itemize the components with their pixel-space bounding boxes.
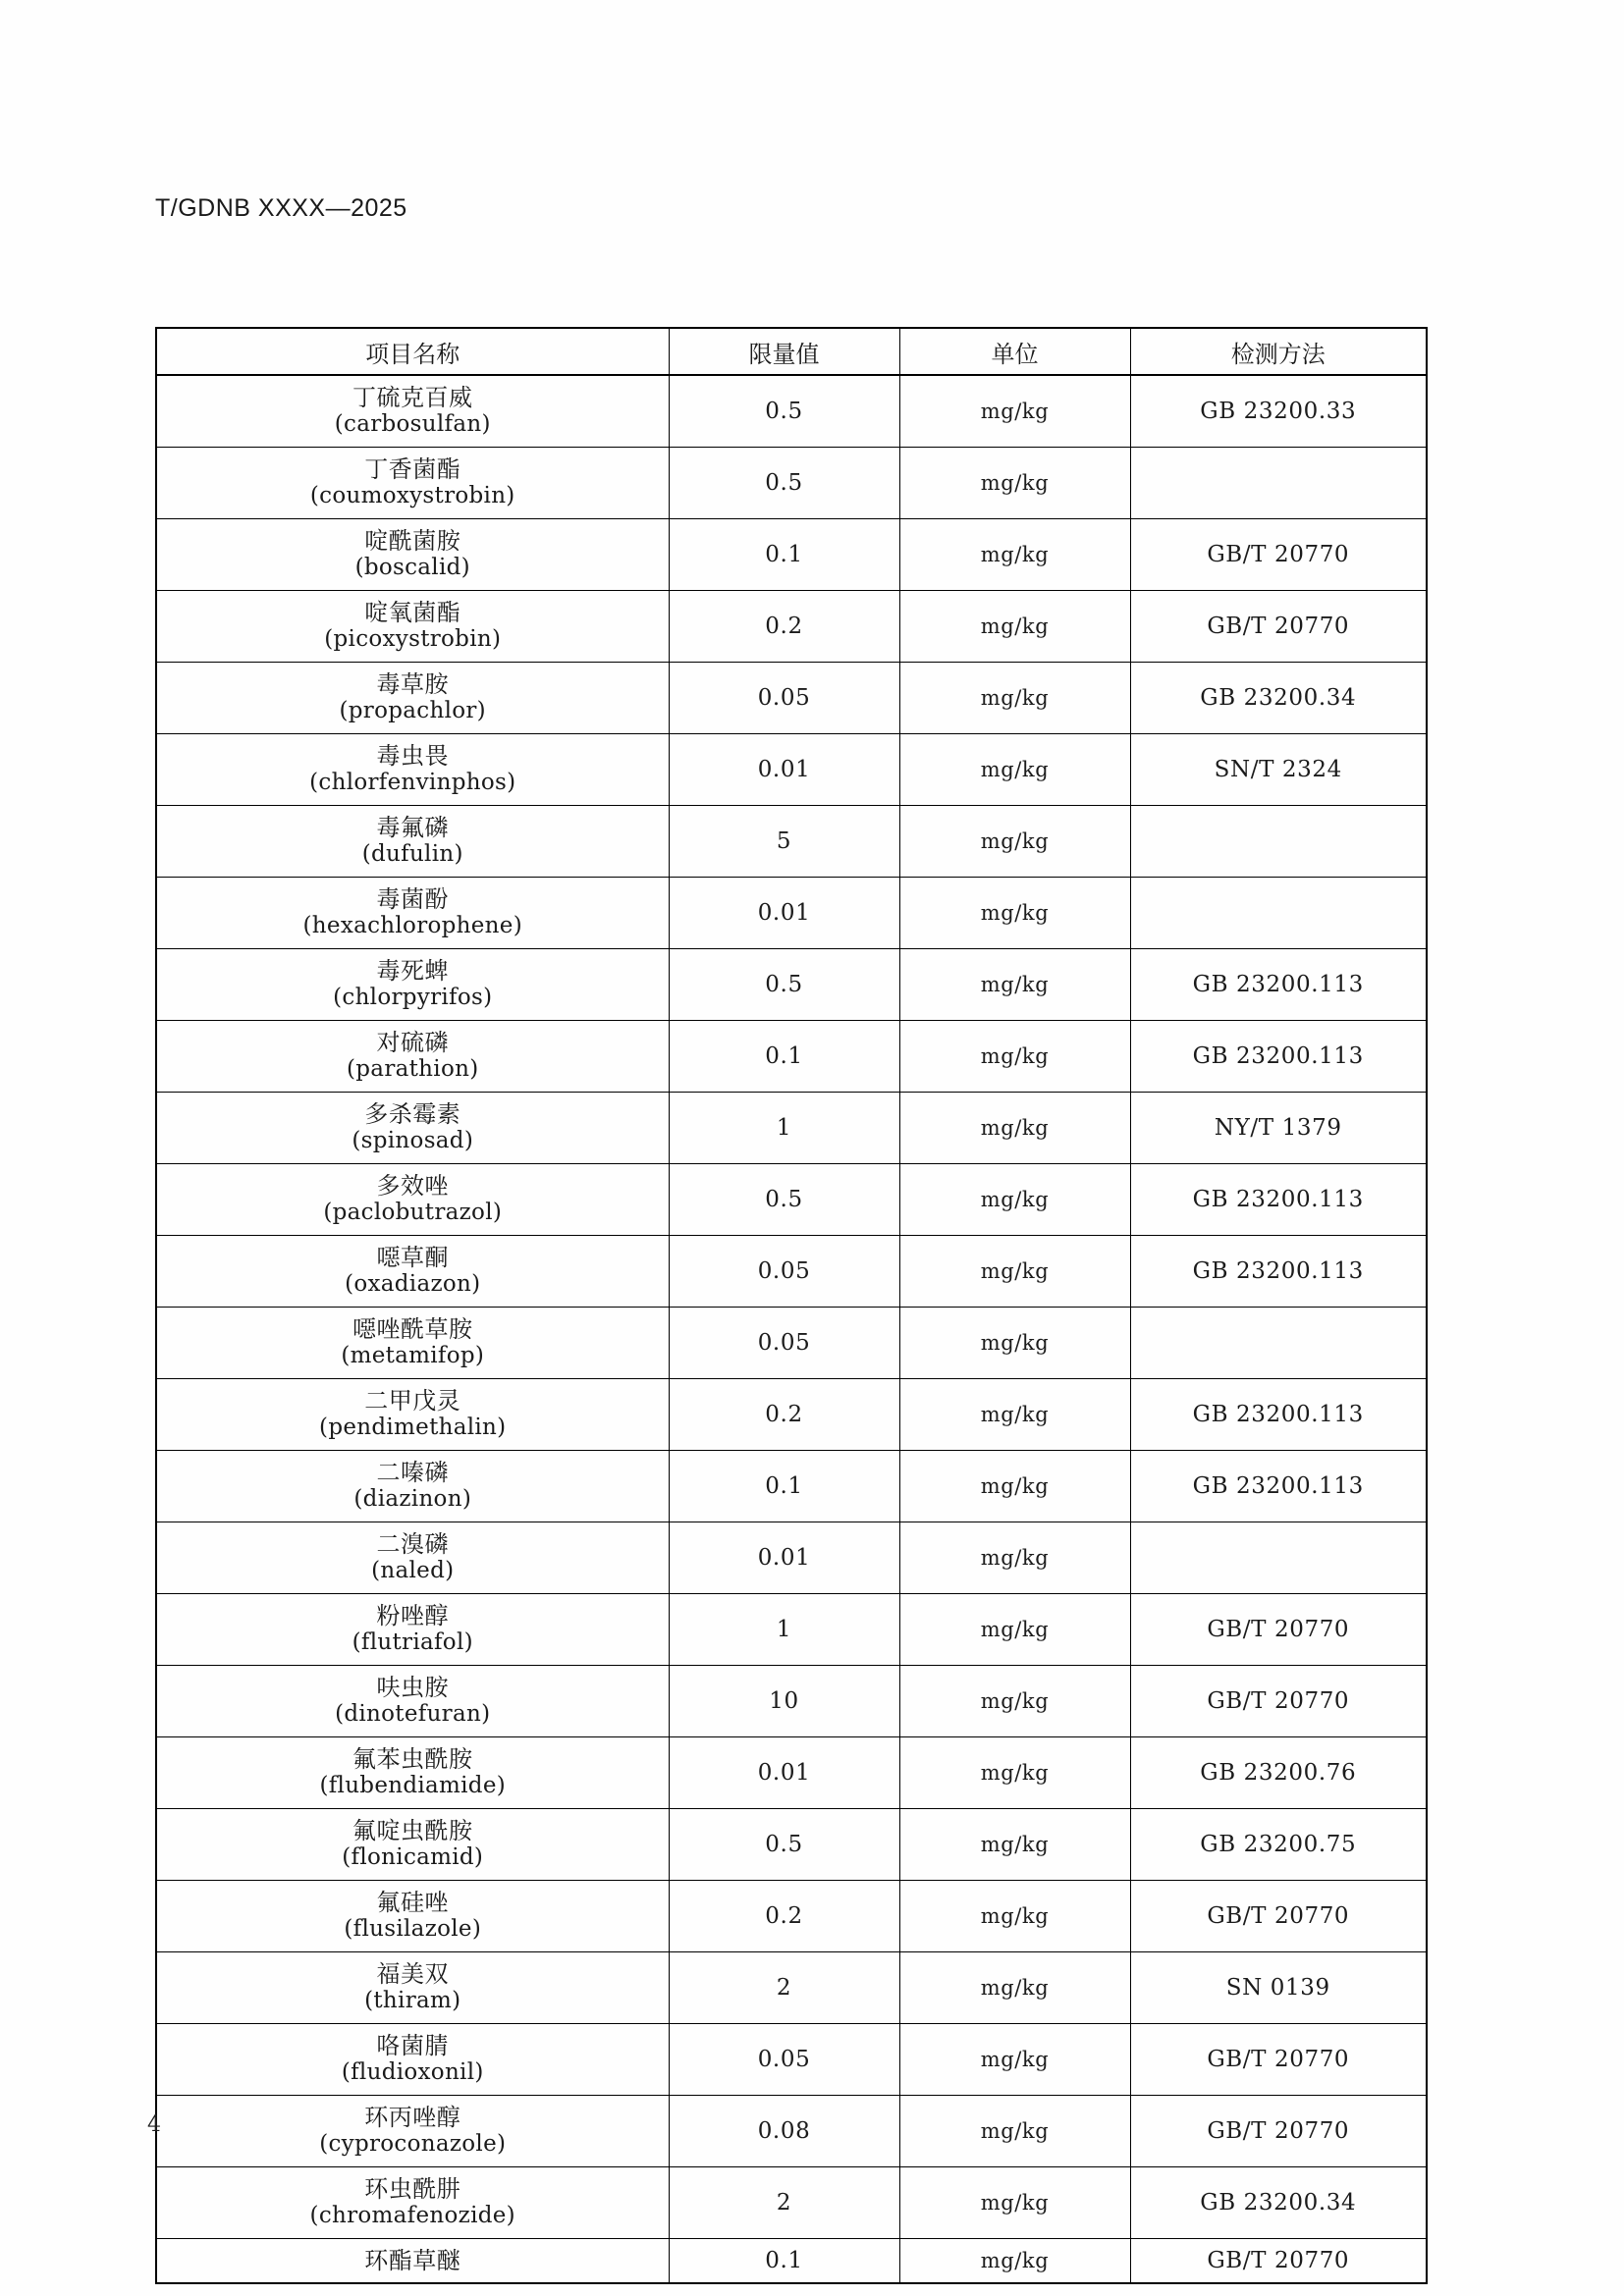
cell-item-name — [156, 1020, 669, 1092]
cell-limit-value: 0.2 — [669, 1378, 899, 1450]
cell-unit: mg/kg — [899, 1522, 1130, 1593]
item-name-en: (chlorfenvinphos) — [309, 770, 516, 796]
cell-limit-value: 0.05 — [669, 1307, 899, 1378]
item-name-cn: 毒菌酚 — [376, 884, 449, 913]
cell-unit: mg/kg — [899, 1092, 1130, 1163]
cell-test-method — [1130, 1522, 1427, 1593]
cell-limit-value: 0.1 — [669, 1450, 899, 1522]
cell-item-name — [156, 1450, 669, 1522]
table-body — [156, 375, 1427, 2283]
column-header-item-name: 项目名称 — [156, 328, 669, 375]
cell-limit-value: 0.2 — [669, 590, 899, 662]
cell-test-method: GB 23200.75 — [1130, 1808, 1427, 1880]
cell-test-method: NY/T 1379 — [1130, 1092, 1427, 1163]
cell-limit-value: 1 — [669, 1092, 899, 1163]
cell-test-method: GB 23200.33 — [1130, 375, 1427, 447]
cell-limit-value: 0.2 — [669, 1880, 899, 1951]
cell-unit: mg/kg — [899, 877, 1130, 948]
cell-item-name — [156, 1522, 669, 1593]
cell-item-name — [156, 2166, 669, 2238]
cell-limit-value: 0.08 — [669, 2095, 899, 2166]
item-name-cn: 多杀霉素 — [364, 1099, 461, 1128]
item-name-cn: 毒氟磷 — [376, 813, 449, 841]
table-row — [156, 1307, 1427, 1378]
table-row — [156, 1593, 1427, 1665]
cell-item-name — [156, 1307, 669, 1378]
table-row — [156, 1808, 1427, 1880]
cell-item-name — [156, 1593, 669, 1665]
table-row — [156, 2095, 1427, 2166]
cell-item-name — [156, 2238, 669, 2283]
cell-unit: mg/kg — [899, 2095, 1130, 2166]
item-name-en: (spinosad) — [352, 1128, 474, 1154]
item-name-cn: 呋虫胺 — [376, 1673, 449, 1701]
table-row — [156, 948, 1427, 1020]
item-name-en: (diazinon) — [353, 1486, 472, 1513]
cell-limit-value: 0.05 — [669, 2023, 899, 2095]
item-name-en: (oxadiazon) — [345, 1271, 481, 1298]
item-name-cn: 氟硅唑 — [376, 1888, 449, 1916]
cell-test-method — [1130, 877, 1427, 948]
item-name-en: (chromafenozide) — [309, 2203, 515, 2229]
cell-unit: mg/kg — [899, 733, 1130, 805]
item-name-en: (metamifop) — [341, 1343, 485, 1369]
item-name-en: (dinotefuran) — [335, 1701, 491, 1728]
cell-unit: mg/kg — [899, 948, 1130, 1020]
cell-unit: mg/kg — [899, 1665, 1130, 1736]
cell-item-name — [156, 590, 669, 662]
column-header-unit: 单位 — [899, 328, 1130, 375]
cell-item-name — [156, 1235, 669, 1307]
item-name-en: (thiram) — [364, 1988, 461, 2014]
table-row — [156, 805, 1427, 877]
cell-unit: mg/kg — [899, 662, 1130, 733]
item-name-cn: 环丙唑醇 — [364, 2103, 461, 2131]
cell-unit: mg/kg — [899, 1450, 1130, 1522]
item-name-cn: 二甲戊灵 — [364, 1386, 461, 1415]
table-row — [156, 590, 1427, 662]
table-row — [156, 518, 1427, 590]
cell-item-name — [156, 662, 669, 733]
table-header — [156, 328, 1427, 375]
cell-test-method: GB 23200.113 — [1130, 948, 1427, 1020]
cell-item-name — [156, 1736, 669, 1808]
cell-item-name — [156, 805, 669, 877]
item-name-cn: 二溴磷 — [376, 1529, 449, 1558]
item-name-cn: 环虫酰肼 — [364, 2174, 461, 2203]
cell-item-name — [156, 1092, 669, 1163]
cell-test-method: GB/T 20770 — [1130, 2095, 1427, 2166]
table-row — [156, 375, 1427, 447]
cell-test-method: GB 23200.34 — [1130, 662, 1427, 733]
table-row — [156, 1951, 1427, 2023]
table-row — [156, 733, 1427, 805]
cell-limit-value: 0.1 — [669, 1020, 899, 1092]
item-name-en: (flusilazole) — [344, 1916, 482, 1943]
cell-test-method — [1130, 447, 1427, 518]
cell-unit: mg/kg — [899, 518, 1130, 590]
cell-item-name — [156, 447, 669, 518]
table-row — [156, 1736, 1427, 1808]
cell-item-name — [156, 2023, 669, 2095]
item-name-cn: 毒草胺 — [376, 669, 449, 698]
table-row — [156, 2166, 1427, 2238]
cell-limit-value: 0.01 — [669, 877, 899, 948]
cell-limit-value: 0.1 — [669, 2238, 899, 2283]
cell-item-name — [156, 1163, 669, 1235]
cell-unit: mg/kg — [899, 1378, 1130, 1450]
cell-item-name — [156, 1880, 669, 1951]
cell-item-name — [156, 375, 669, 447]
item-name-en: (chlorpyrifos) — [333, 985, 493, 1011]
table-row — [156, 1522, 1427, 1593]
cell-test-method: GB 23200.113 — [1130, 1450, 1427, 1522]
cell-item-name — [156, 1808, 669, 1880]
cell-unit: mg/kg — [899, 447, 1130, 518]
pesticide-limit-table — [155, 327, 1428, 2284]
cell-test-method: GB/T 20770 — [1130, 1665, 1427, 1736]
item-name-en: (flonicamid) — [342, 1844, 484, 1871]
item-name-cn: 粉唑醇 — [376, 1601, 449, 1629]
table-row — [156, 447, 1427, 518]
cell-item-name — [156, 1378, 669, 1450]
cell-unit: mg/kg — [899, 1163, 1130, 1235]
cell-limit-value: 2 — [669, 1951, 899, 2023]
cell-test-method: GB/T 20770 — [1130, 518, 1427, 590]
table-row — [156, 2238, 1427, 2283]
cell-unit: mg/kg — [899, 1593, 1130, 1665]
cell-unit: mg/kg — [899, 1808, 1130, 1880]
item-name-cn: 对硫磷 — [376, 1028, 449, 1056]
item-name-cn: 福美双 — [376, 1959, 449, 1988]
cell-test-method: GB/T 20770 — [1130, 1593, 1427, 1665]
item-name-cn: 丁香菌酯 — [364, 454, 461, 483]
cell-test-method: GB/T 20770 — [1130, 2023, 1427, 2095]
cell-test-method: GB 23200.76 — [1130, 1736, 1427, 1808]
item-name-en: (coumoxystrobin) — [309, 483, 515, 509]
table-row — [156, 1450, 1427, 1522]
cell-unit: mg/kg — [899, 2023, 1130, 2095]
cell-unit: mg/kg — [899, 2166, 1130, 2238]
cell-item-name — [156, 733, 669, 805]
cell-item-name — [156, 518, 669, 590]
item-name-en: (flubendiamide) — [319, 1773, 507, 1799]
item-name-en: (pendimethalin) — [319, 1415, 507, 1441]
cell-test-method: GB 23200.113 — [1130, 1020, 1427, 1092]
table-row — [156, 1020, 1427, 1092]
item-name-cn: 氟啶虫酰胺 — [352, 1816, 473, 1844]
page-number: 4 — [147, 2112, 161, 2137]
item-name-cn: 噁草酮 — [376, 1243, 449, 1271]
cell-unit: mg/kg — [899, 1235, 1130, 1307]
cell-unit: mg/kg — [899, 1880, 1130, 1951]
cell-limit-value: 0.5 — [669, 948, 899, 1020]
cell-test-method: GB/T 20770 — [1130, 2238, 1427, 2283]
cell-test-method: GB 23200.113 — [1130, 1378, 1427, 1450]
cell-unit: mg/kg — [899, 2238, 1130, 2283]
table-row — [156, 662, 1427, 733]
item-name-en: (paclobutrazol) — [323, 1200, 503, 1226]
item-name-cn: 多效唑 — [376, 1171, 449, 1200]
column-header-limit-value: 限量值 — [669, 328, 899, 375]
cell-test-method: GB/T 20770 — [1130, 1880, 1427, 1951]
cell-limit-value: 0.05 — [669, 1235, 899, 1307]
item-name-cn: 啶氧菌酯 — [364, 598, 461, 626]
cell-limit-value: 2 — [669, 2166, 899, 2238]
cell-unit: mg/kg — [899, 375, 1130, 447]
cell-test-method: GB 23200.113 — [1130, 1163, 1427, 1235]
cell-test-method: SN 0139 — [1130, 1951, 1427, 2023]
item-name-cn: 毒死蜱 — [376, 956, 449, 985]
cell-test-method — [1130, 1307, 1427, 1378]
cell-test-method: GB/T 20770 — [1130, 590, 1427, 662]
item-name-cn: 啶酰菌胺 — [364, 526, 461, 555]
item-name-en: (naled) — [371, 1558, 455, 1584]
item-name-en: (hexachlorophene) — [302, 913, 522, 939]
item-name-cn: 氟苯虫酰胺 — [352, 1744, 473, 1773]
table-row — [156, 1378, 1427, 1450]
cell-limit-value: 0.01 — [669, 1522, 899, 1593]
table-row — [156, 1092, 1427, 1163]
cell-item-name — [156, 948, 669, 1020]
table-header-row — [156, 328, 1427, 375]
cell-limit-value: 0.01 — [669, 1736, 899, 1808]
cell-limit-value: 0.5 — [669, 1808, 899, 1880]
cell-item-name — [156, 877, 669, 948]
cell-limit-value: 0.01 — [669, 733, 899, 805]
cell-limit-value: 0.5 — [669, 1163, 899, 1235]
table-row — [156, 1665, 1427, 1736]
item-name-en: (picoxystrobin) — [324, 626, 502, 653]
table-row — [156, 1163, 1427, 1235]
cell-item-name — [156, 2095, 669, 2166]
column-header-test-method: 检测方法 — [1130, 328, 1427, 375]
cell-unit: mg/kg — [899, 805, 1130, 877]
cell-limit-value: 5 — [669, 805, 899, 877]
cell-test-method: GB 23200.34 — [1130, 2166, 1427, 2238]
cell-unit: mg/kg — [899, 1736, 1130, 1808]
cell-limit-value: 1 — [669, 1593, 899, 1665]
cell-item-name — [156, 1665, 669, 1736]
item-name-en: (fludioxonil) — [341, 2059, 484, 2086]
table-row — [156, 877, 1427, 948]
item-name-cn: 噁唑酰草胺 — [352, 1314, 473, 1343]
table-row — [156, 1880, 1427, 1951]
item-name-cn: 毒虫畏 — [376, 741, 449, 770]
table-row — [156, 1235, 1427, 1307]
cell-limit-value: 0.1 — [669, 518, 899, 590]
cell-limit-value: 0.5 — [669, 375, 899, 447]
cell-test-method — [1130, 805, 1427, 877]
cell-limit-value: 10 — [669, 1665, 899, 1736]
item-name-en: (cyproconazole) — [319, 2131, 507, 2158]
item-name-en: (dufulin) — [361, 841, 463, 868]
item-name-cn: 二嗪磷 — [376, 1458, 449, 1486]
cell-test-method: GB 23200.113 — [1130, 1235, 1427, 1307]
cell-limit-value: 0.5 — [669, 447, 899, 518]
table-row — [156, 2023, 1427, 2095]
item-name-cn: 咯菌腈 — [376, 2031, 449, 2059]
cell-limit-value: 0.05 — [669, 662, 899, 733]
cell-unit: mg/kg — [899, 1951, 1130, 2023]
item-name-en: (propachlor) — [339, 698, 486, 724]
cell-unit: mg/kg — [899, 1307, 1130, 1378]
cell-unit: mg/kg — [899, 590, 1130, 662]
cell-unit: mg/kg — [899, 1020, 1130, 1092]
cell-test-method: SN/T 2324 — [1130, 733, 1427, 805]
item-name-en: (boscalid) — [354, 555, 470, 581]
standard-code-header: T/GDNB XXXX—2025 — [155, 194, 407, 222]
item-name-en: (flutriafol) — [352, 1629, 473, 1656]
item-name-cn: 环酯草醚 — [364, 2246, 461, 2274]
item-name-en: (carbosulfan) — [334, 411, 491, 438]
cell-item-name — [156, 1951, 669, 2023]
item-name-en: (parathion) — [347, 1056, 479, 1083]
item-name-cn: 丁硫克百威 — [352, 384, 473, 412]
